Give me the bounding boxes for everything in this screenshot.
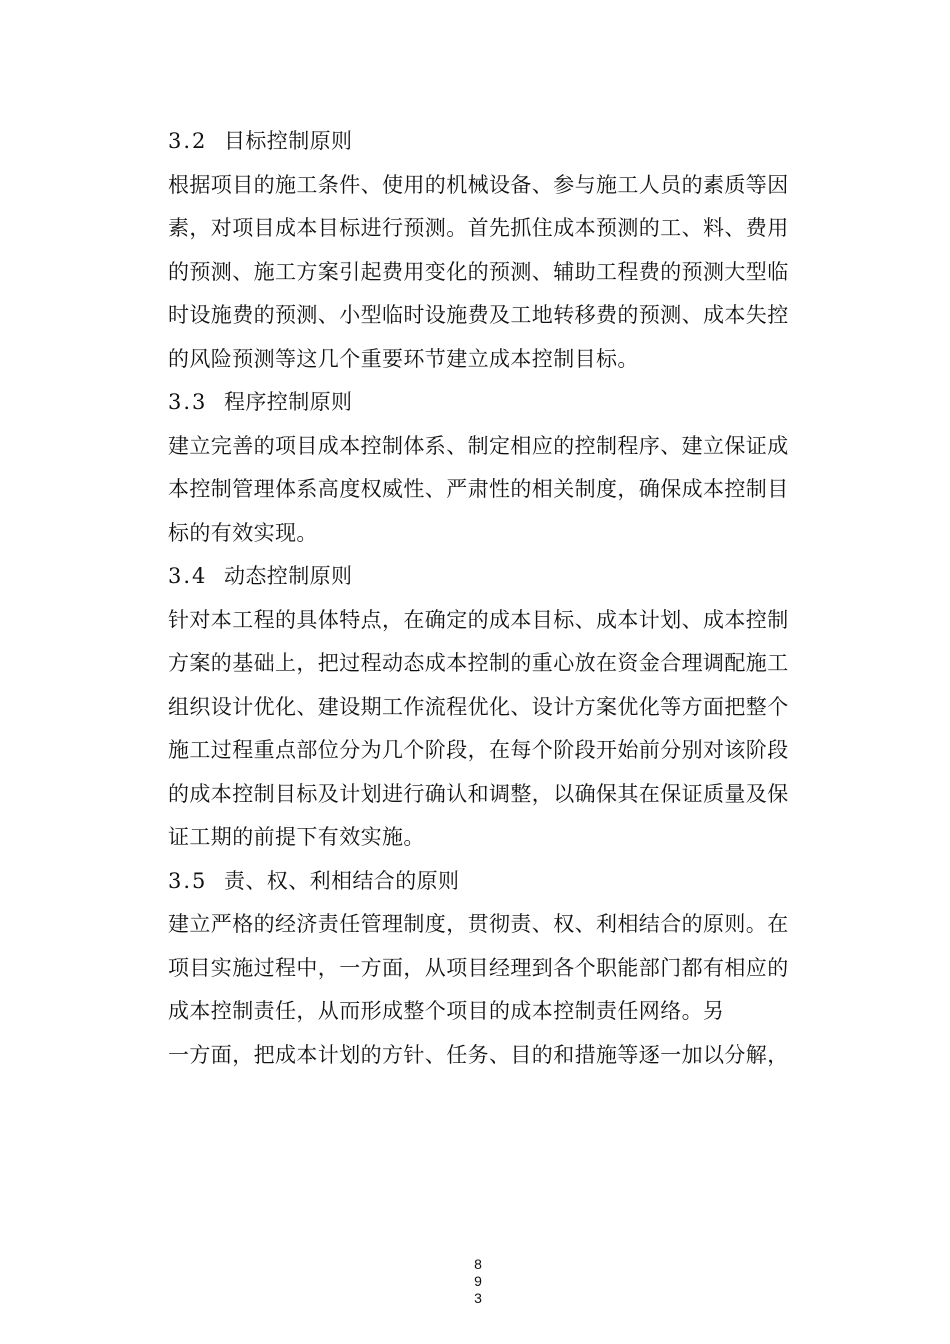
page-number-digit: 3	[474, 1290, 482, 1306]
section-number: 3.3	[168, 390, 208, 414]
paragraph-line: 标的有效实现。	[168, 520, 318, 545]
paragraph-line: 项目实施过程中，一方面，从项目经理到各个职能部门都有相应的	[168, 955, 789, 980]
section-title: 程序控制原则	[224, 390, 353, 414]
paragraph-line: 素，对项目成本目标进行预测。首先抓住成本预测的工、料、费用	[168, 216, 789, 240]
section-heading	[168, 555, 828, 599]
paragraph-line: 一方面，把成本计划的方针、任务、目的和措施等逐一加以分解，	[168, 1042, 789, 1067]
paragraph-line: 组织设计优化、建设期工作流程优化、设计方案优化等方面把整个	[168, 694, 789, 719]
section-title: 动态控制原则	[224, 564, 353, 588]
paragraph-line: 根据项目的施工条件、使用的机械设备、参与施工人员的素质等因	[168, 172, 789, 197]
paragraph-line: 时设施费的预测、小型临时设施费及工地转移费的预测、成本失控	[168, 303, 789, 327]
paragraph-line: 本控制管理体系高度权威性、严肃性的相关制度，确保成本控制目	[168, 477, 789, 501]
paragraph-line: 施工过程重点部位分为几个阶段，在每个阶段开始前分别对该阶段	[168, 738, 789, 762]
paragraph-line: 建立完善的项目成本控制体系、制定相应的控制程序、建立保证成	[168, 433, 789, 458]
section-heading	[168, 860, 828, 904]
section-heading	[168, 381, 828, 425]
paragraph-line: 的风险预测等这几个重要环节建立成本控制目标。	[168, 346, 639, 371]
section-title: 责、权、利相结合的原则	[224, 868, 460, 893]
paragraph-line: 方案的基础上，把过程动态成本控制的重心放在资金合理调配施工	[168, 651, 789, 675]
paragraph-line: 建立严格的经济责任管理制度，贯彻责、权、利相结合的原则。在	[168, 912, 789, 936]
section-number: 3.5	[168, 868, 208, 893]
section-heading	[168, 120, 828, 164]
paragraph-line: 针对本工程的具体特点，在确定的成本目标、成本计划、成本控制	[168, 607, 789, 632]
section-number: 3.2	[168, 129, 208, 153]
section-title: 目标控制原则	[224, 129, 353, 153]
paragraph-line: 的成本控制目标及计划进行确认和调整，以确保其在保证质量及保	[168, 781, 789, 806]
page-number-digit: 8	[474, 1256, 482, 1272]
paragraph-line: 成本控制责任，从而形成整个项目的成本控制责任网络。另	[168, 999, 725, 1023]
document-body	[168, 120, 828, 1077]
paragraph-line: 证工期的前提下有效实施。	[168, 825, 425, 849]
paragraph-line: 的预测、施工方案引起费用变化的预测、辅助工程费的预测大型临	[168, 259, 789, 284]
page-number	[468, 1256, 488, 1307]
section-number: 3.4	[168, 564, 208, 588]
page-number-digit: 9	[474, 1273, 482, 1289]
